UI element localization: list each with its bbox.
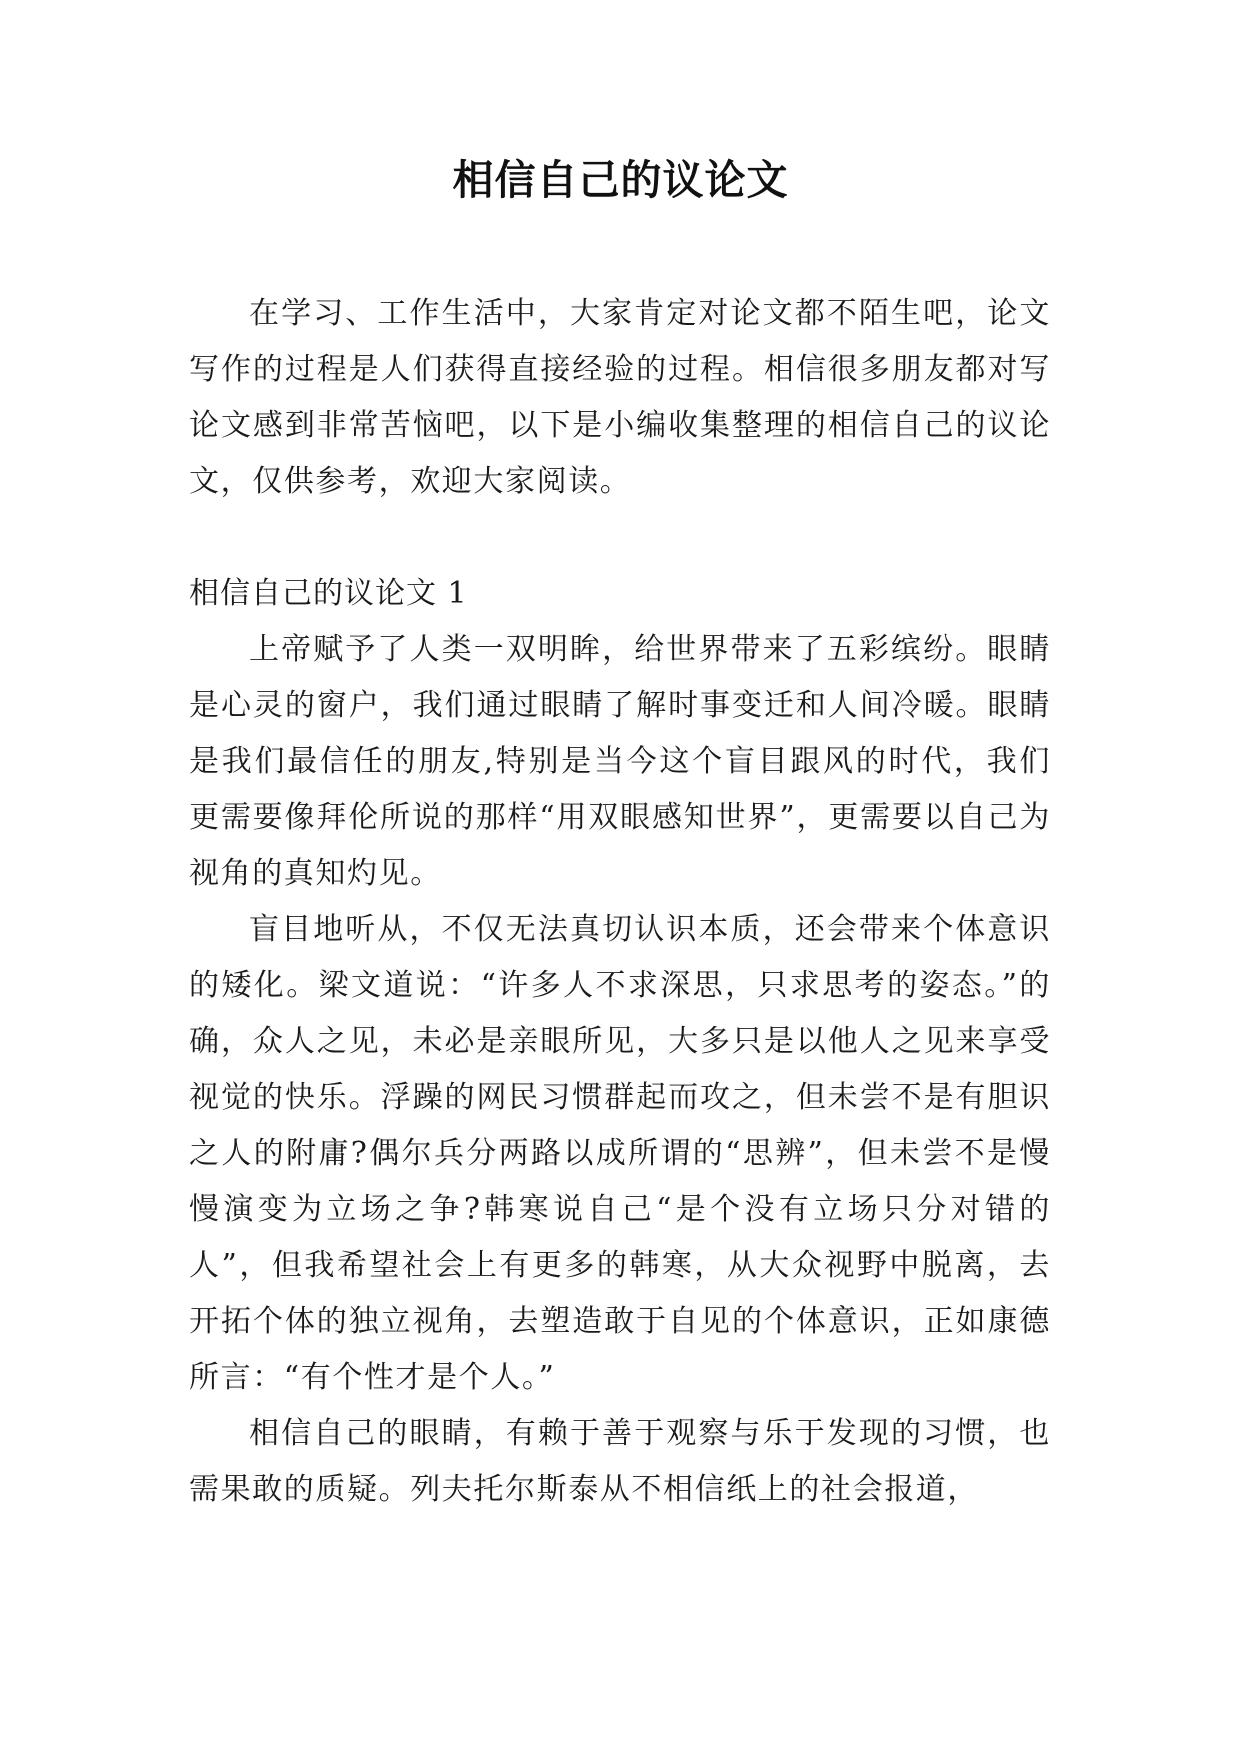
section-heading: 相信自己的议论文 1 <box>189 576 468 611</box>
document-title: 相信自己的议论文 <box>452 156 789 204</box>
body-paragraph-1: 上帝赋予了人类一双明眸，给世界带来了五彩缤纷。眼睛是心灵的窗户，我们通过眼睛了解时事变迁和人间冷暖。眼睛是我们最信任的朋友,特别是当今这个盲目跟风的时代，我们更需要像拜伦所说的那样“用双眼感知世界”，更需要以自己为视角的真知灼见。 <box>189 632 1051 891</box>
intro-paragraph: 在学习、工作生活中，大家肯定对论文都不陌生吧，论文写作的过程是人们获得直接经验的过程。相信很多朋友都对写论文感到非常苦恼吧，以下是小编收集整理的相信自己的议论文，仅供参考，欢迎大家阅读。 <box>189 296 1051 499</box>
document-body <box>189 286 1051 1518</box>
body-paragraph-3: 相信自己的眼睛，有赖于善于观察与乐于发现的习惯，也需果敢的质疑。列夫托尔斯泰从不相信纸上的社会报道， <box>189 1416 1051 1507</box>
body-paragraph-2: 盲目地听从，不仅无法真切认识本质，还会带来个体意识的矮化。梁文道说：“许多人不求深思，只求思考的姿态。”的确，众人之见，未必是亲眼所见，大多只是以他人之见来享受视觉的快乐。浮躁的网民习惯群起而攻之，但未尝不是有胆识之人的附庸?偶尔兵分两路以成所谓的“思辨”，但未尝不是慢慢演变为立场之争?韩寒说自己“是个没有立场只分对错的人”，但我希望社会上有更多的韩寒，从大众视野中脱离，去开拓个体的独立视角，去塑造敢于自见的个体意识，正如康德所言：“有个性才是个人。” <box>189 912 1051 1395</box>
